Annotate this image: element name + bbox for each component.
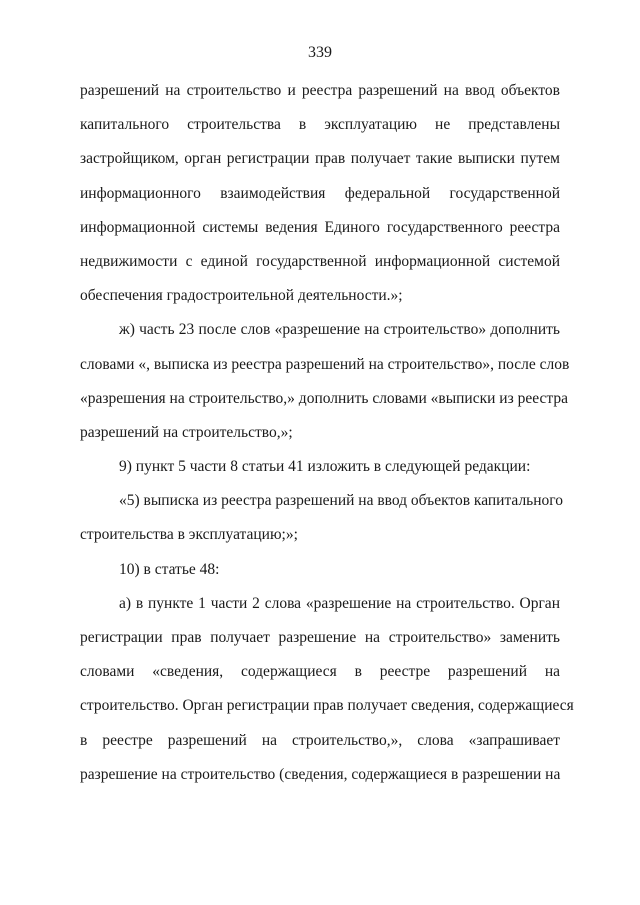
- page-number: 339: [308, 44, 332, 61]
- text-line: застройщиком, орган регистрации прав получает такие выписки путем: [80, 150, 560, 168]
- text-line: информационной системы ведения Единого государственного реестра: [80, 218, 560, 236]
- text-line: 10) в статье 48:: [119, 560, 220, 578]
- text-line: капитального строительства в эксплуатацию не представлены: [80, 116, 560, 134]
- text-line: словами «, выписка из реестра разрешений на строительство», после слов: [80, 355, 570, 373]
- text-line: недвижимости с единой государственной информационной системой: [80, 252, 560, 270]
- text-line: строительство. Орган регистрации прав получает сведения, содержащиеся: [80, 697, 574, 715]
- text-line: «разрешения на строительство,» дополнить словами «выписки из реестра: [80, 389, 568, 407]
- body-text: [80, 74, 574, 792]
- text-line: разрешение на строительство (сведения, содержащиеся в разрешении на: [80, 765, 561, 783]
- text-line: а) в пункте 1 части 2 слова «разрешение на строительство. Орган: [119, 594, 560, 612]
- text-line: ж) часть 23 после слов «разрешение на строительство» дополнить: [119, 321, 560, 339]
- text-line: регистрации прав получает разрешение на строительство» заменить: [80, 629, 560, 646]
- text-line: разрешений на строительство и реестра разрешений на ввод объектов: [80, 82, 560, 99]
- text-line: словами «сведения, содержащиеся в реестре разрешений на: [80, 663, 560, 681]
- text-line: разрешений на строительство,»;: [80, 423, 293, 441]
- text-line: 9) пункт 5 части 8 статьи 41 изложить в следующей редакции:: [119, 458, 531, 476]
- text-line: обеспечения градостроительной деятельности.»;: [80, 287, 403, 305]
- text-line: «5) выписка из реестра разрешений на ввод объектов капитального: [119, 492, 564, 510]
- text-line: в реестре разрешений на строительство,», слова «запрашивает: [80, 731, 560, 749]
- text-line: информационного взаимодействия федеральной государственной: [80, 184, 560, 202]
- text-line: строительства в эксплуатацию;»;: [80, 526, 298, 544]
